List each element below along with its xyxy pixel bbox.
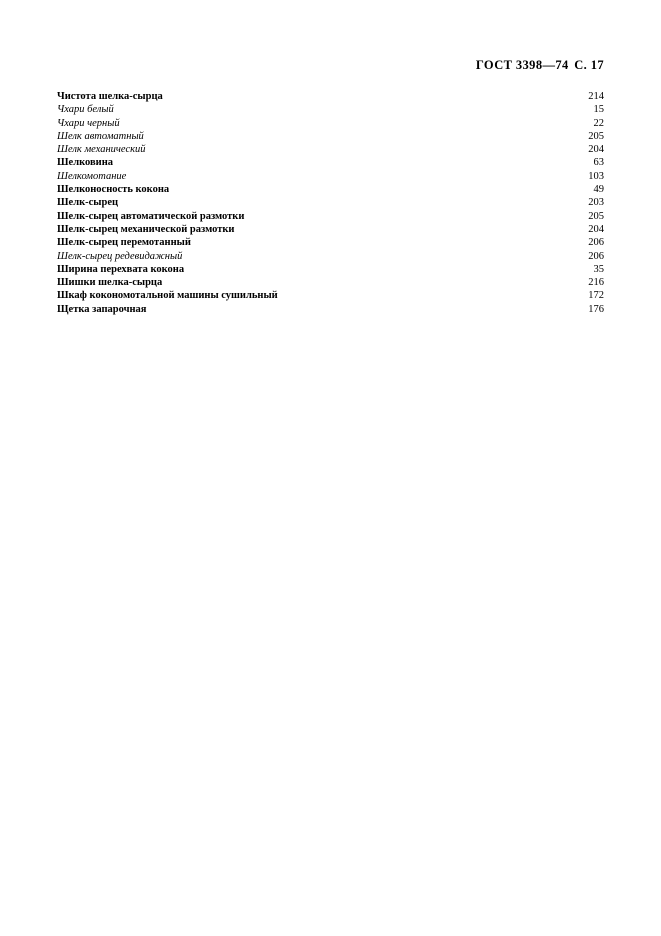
index-page-number: 176 (588, 303, 604, 315)
index-term: Шелк механический (57, 144, 146, 156)
index-entry (57, 130, 604, 143)
index-page-number: 205 (588, 210, 604, 222)
index-page-number: 35 (593, 263, 604, 275)
standard-designation: ГОСТ 3398—74 (475, 58, 569, 72)
index-page-number: 22 (593, 117, 604, 129)
index-page-number: 63 (593, 157, 604, 169)
index-page-number: 206 (588, 237, 604, 249)
page-header (0, 58, 661, 73)
index-term: Ширина перехвата кокона (57, 263, 185, 275)
index-entry (57, 90, 604, 103)
index-page-number: 203 (588, 197, 604, 209)
index-entry (57, 183, 604, 196)
index-entry (57, 223, 604, 236)
index-term: Шелковина (57, 157, 114, 169)
index-term: Шкаф кокономотальной машины сушильный (57, 290, 278, 302)
index-page-number: 205 (588, 130, 604, 142)
index-entry (57, 143, 604, 156)
index-entry (57, 303, 604, 316)
index-entry (57, 289, 604, 302)
index-term: Шишки шелка-сырца (57, 277, 163, 289)
index-term: Шелк-сырец редевидажный (57, 250, 183, 262)
index-term: Шелк-сырец механической размотки (57, 223, 235, 235)
index-entry (57, 156, 604, 169)
index-term: Чхари черный (57, 117, 120, 129)
page-number: С. 17 (574, 58, 604, 72)
index-page-number: 204 (588, 223, 604, 235)
index-term: Шелконосность кокона (57, 184, 170, 196)
index-term: Шелк автоматный (57, 130, 144, 142)
index-term: Щетка запарочная (57, 303, 147, 315)
index-entry (57, 196, 604, 209)
index-entry (57, 263, 604, 276)
index-entry (57, 250, 604, 263)
index-term: Чхари белый (57, 104, 114, 116)
index-page-number: 214 (588, 91, 604, 102)
index-entry (57, 210, 604, 223)
index-page-number: 49 (593, 184, 604, 196)
index-page-number: 172 (588, 290, 604, 302)
index-page-number: 216 (588, 277, 604, 289)
index-entry (57, 170, 604, 183)
index-term: Шелк-сырец (57, 197, 119, 209)
index-term: Шелк-сырец автоматической размотки (57, 210, 245, 222)
index-page-number: 206 (588, 250, 604, 262)
index-term: Шелк-сырец перемотанный (57, 237, 191, 249)
index-entry (57, 117, 604, 130)
index-page-number: 103 (588, 170, 604, 182)
index-page-number: 204 (588, 144, 604, 156)
index-term: Шелкомотание (57, 170, 127, 182)
index-page-number: 15 (593, 104, 604, 116)
index-entry (57, 276, 604, 289)
index-entry-list (0, 90, 661, 316)
index-entry (57, 103, 604, 116)
index-term: Чистота шелка-сырца (57, 91, 163, 102)
index-entry (57, 236, 604, 249)
